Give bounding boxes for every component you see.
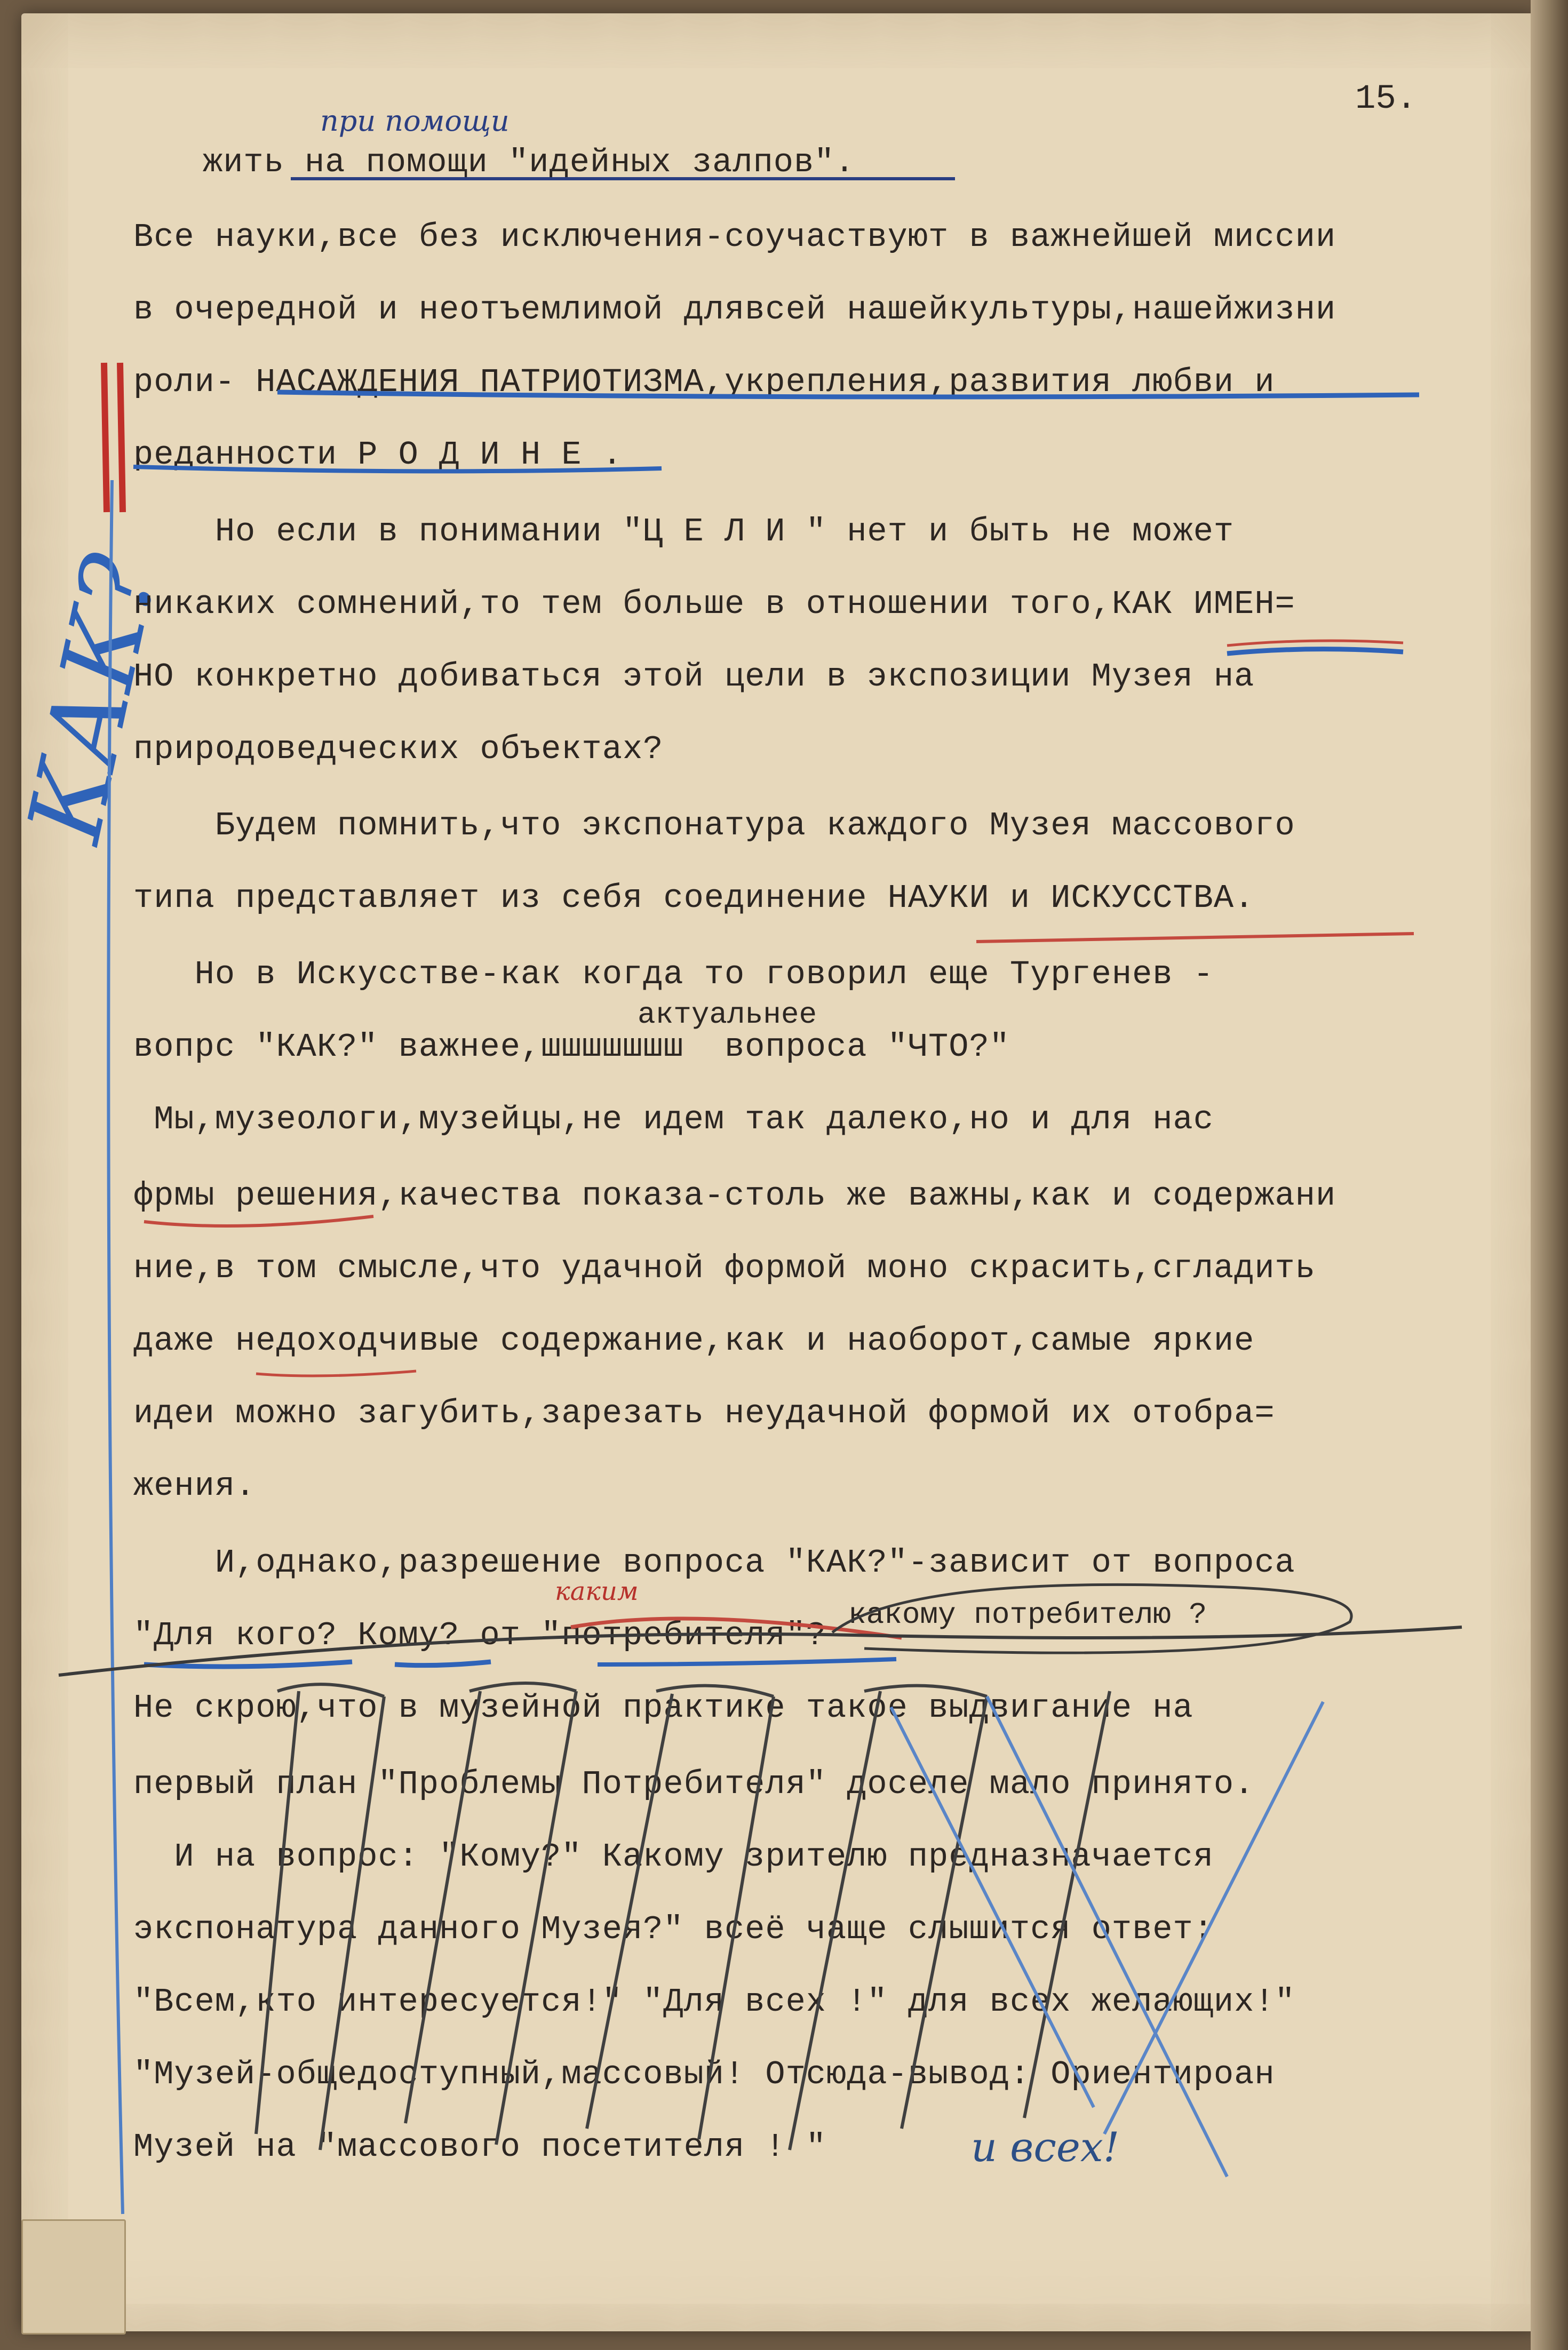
body-line: Будем помнить,что экспонатура каждого Музея массового (133, 807, 1295, 845)
blue-margin-line (108, 480, 123, 2214)
body-line: И,однако,разрешение вопроса "КАК?"-зависит от вопроса (133, 1544, 1295, 1582)
body-line: ние,в том смысле,что удачной формой моно скрасить,сгладить (133, 1249, 1316, 1287)
body-line: Все науки,все без исключения-соучаствуют в важнейшей миссии (133, 218, 1336, 256)
blue-underline (395, 1662, 491, 1666)
handwritten-insert-crossed: каким (555, 1576, 639, 1606)
body-line: Но в Искусстве-как когда то говорил еще Тургенев - (133, 955, 1214, 993)
pencil-scribble (256, 1691, 1110, 2150)
body-line: идеи можно загубить,зарезать неудачной формой их отобра= (133, 1395, 1275, 1432)
body-line: никаких сомнений,то тем больше в отношении того,КАК ИМЕН= (133, 585, 1295, 623)
red-underline (976, 934, 1414, 942)
red-margin-bar (104, 363, 107, 512)
body-line: реданности Р О Д И Н Е . (133, 436, 623, 474)
body-line: жения. (133, 1467, 256, 1505)
body-line: типа представляет из себя соединение НАУКИ и ИСКУССТВА. (133, 879, 1255, 917)
body-line: И на вопрос: "Кому?" Какому зрителю предназначается (133, 1838, 1214, 1876)
body-line: "Музей-общедоступный,массовый! Отсюда-вывод: Ориентироан (133, 2056, 1275, 2093)
body-line: НО конкретно добиваться этой цели в экспозиции Музея на (133, 658, 1255, 696)
pencil-loop (832, 1584, 1351, 1653)
body-line: "Всем,кто интересуется!" "Для всех !" для всех желающих!" (133, 1983, 1295, 2021)
typed-insert-consumer: какому потребителю ? (848, 1598, 1207, 1632)
red-underline (144, 1216, 373, 1226)
body-line: Не скрою,что в музейной практике такое выдвигание на (133, 1689, 1193, 1727)
blue-pen-cross (891, 1696, 1323, 2177)
blue-underline (133, 467, 662, 471)
red-underline (1227, 641, 1403, 646)
body-line: первый план "Проблемы Потребителя" доселе мало принято. (133, 1765, 1255, 1803)
red-underline (256, 1371, 416, 1376)
body-line: фрмы решения,качества показа-столь же важны,как и содержани (133, 1177, 1336, 1215)
margin-note-kak: КАК? (5, 545, 181, 851)
body-line: вопрс "КАК?" важнее,шшшшшшш вопроса "ЧТО?" (133, 1028, 1010, 1066)
page-number: 15. (1355, 80, 1417, 118)
blue-underline (277, 392, 1419, 397)
handwritten-note-bottom: и всех! (971, 2123, 1120, 2171)
body-line: природоведческих объектах? (133, 730, 664, 768)
body-line: жить на помощи "идейных залпов". (203, 144, 855, 181)
body-line: Музей на "массового посетителя ! " (133, 2128, 827, 2166)
body-line: в очередной и неотъемлимой длявсей нашейкультуры,нашейжизни (133, 291, 1336, 329)
typed-insert-actual: актуальнее (638, 998, 817, 1032)
blue-underline (1227, 649, 1403, 654)
body-line: Но если в понимании "Ц Е Л И " нет и быть не может (133, 513, 1235, 551)
blue-underline (598, 1659, 896, 1664)
body-line: "Для кого? Кому? от "потребителя"? (133, 1616, 827, 1654)
handwritten-insert-top: при помощи (320, 104, 510, 138)
body-line: Мы,музеологи,музейцы,не идем так далеко,но и для нас (133, 1101, 1214, 1138)
body-line: даже недоходчивые содержание,как и наоборот,самые яркие (133, 1322, 1255, 1360)
body-line: роли- НАСАЖДЕНИЯ ПАТРИОТИЗМА,укрепления,развития любви и (133, 363, 1275, 401)
red-margin-bar (120, 363, 123, 512)
body-line: экспонатура данного Музея?" всеё чаще слышится ответ: (133, 1910, 1214, 1948)
